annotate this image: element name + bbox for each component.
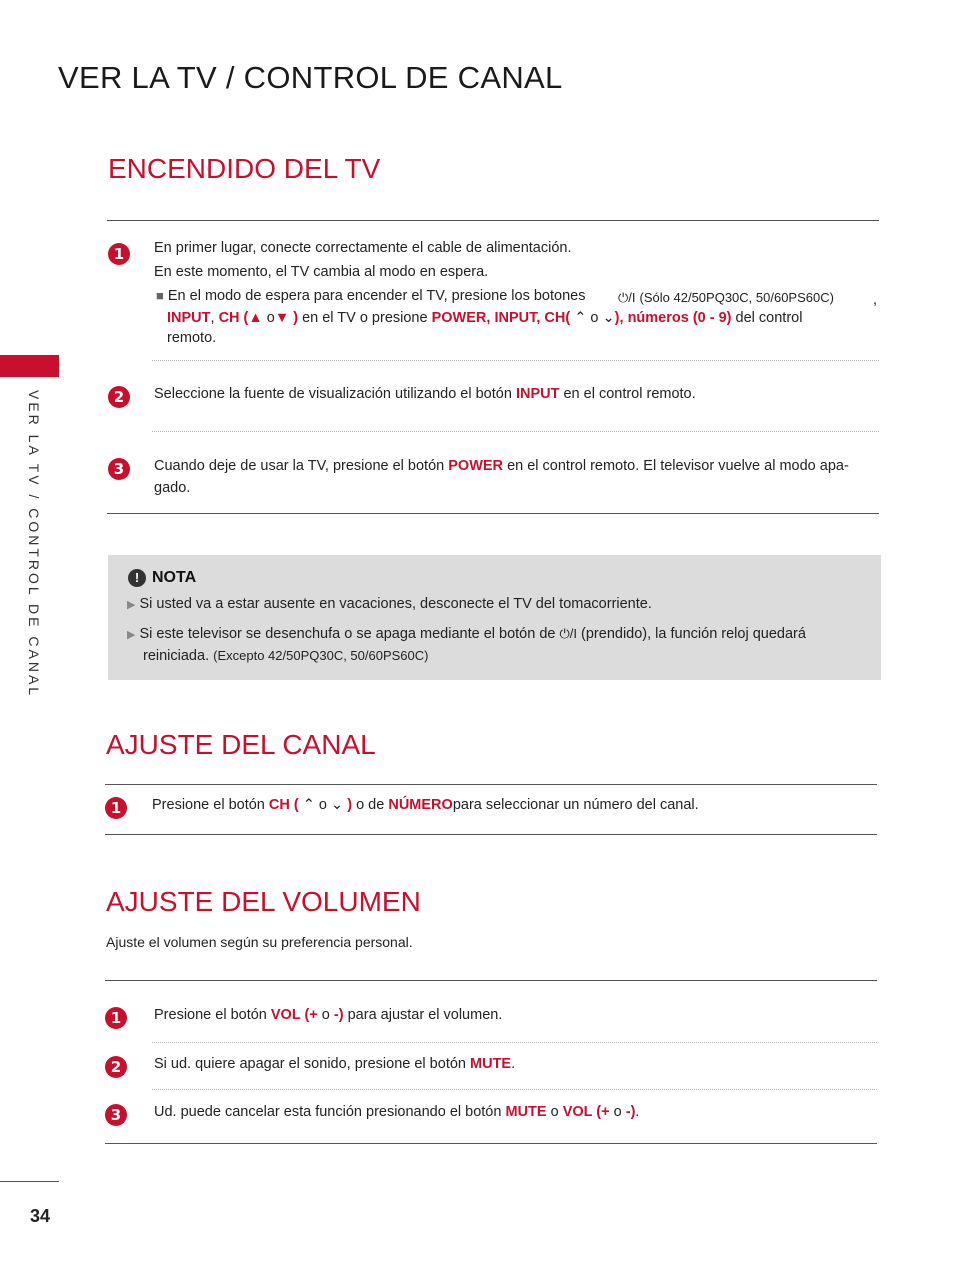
minus-label: -) — [625, 1104, 636, 1120]
volumen-step3-text — [154, 1104, 639, 1120]
input-label: INPUT — [167, 310, 211, 326]
power-label: POWER — [431, 310, 487, 326]
side-tab-marker — [0, 355, 59, 377]
arrow-icon: ▶ — [127, 629, 136, 641]
section-rule — [105, 980, 877, 981]
ch-label: CH (▲ — [218, 310, 263, 326]
period: . — [635, 1104, 640, 1120]
canal-pre: Presione el botón — [152, 797, 265, 813]
nota-item2 — [127, 626, 806, 642]
step1-line4: remoto. — [167, 330, 217, 346]
down-icon: ⌄ — [602, 310, 615, 326]
or-text: o — [318, 797, 327, 813]
step1-line3 — [156, 288, 585, 304]
model-note: (Sólo 42/50PQ30C, 50/60PS60C) — [639, 290, 834, 305]
numeros-label: números (0 - 9) — [627, 310, 732, 326]
nota-item1-text: Si usted va a estar ausente en vacaciones, desconecte el TV del tomacorriente. — [139, 596, 652, 612]
vol-step2-pre: Si ud. quiere apagar el sonido, presione el botón — [154, 1056, 466, 1072]
page-number: 34 — [30, 1206, 51, 1226]
vol-step3-pre: Ud. puede cancelar esta función presionando el botón — [154, 1104, 502, 1120]
step-number: 2 — [105, 1056, 127, 1078]
nota-item2-line2-text: reiniciada. — [143, 648, 210, 664]
step1-power-note — [618, 290, 834, 306]
nota-title: NOTA — [152, 569, 197, 586]
ch-end: ) — [347, 797, 353, 813]
end-text: del control — [735, 310, 803, 326]
step2-text — [154, 386, 696, 402]
step3-text — [154, 458, 849, 474]
volumen-step2-text — [154, 1056, 515, 1072]
up-icon: ⌃ — [302, 797, 315, 813]
up-icon: ⌃ — [574, 310, 587, 326]
mute-label: MUTE — [505, 1104, 547, 1120]
canal-post: para seleccionar un número del canal. — [452, 797, 699, 813]
step2-post: en el control remoto. — [563, 386, 696, 402]
section-rule — [107, 513, 879, 514]
volumen-step1-text — [154, 1007, 502, 1023]
vol-step1-pre: Presione el botón — [154, 1007, 267, 1023]
canal-mid: o de — [356, 797, 385, 813]
or-text: o — [550, 1104, 559, 1120]
step-number: 1 — [105, 797, 127, 819]
power-icon: ⏻/I — [618, 290, 636, 305]
step-number: 3 — [105, 1104, 127, 1126]
vol-label: VOL (+ — [562, 1104, 610, 1120]
step-number: 2 — [108, 386, 130, 408]
mid-text: en el TV o presione — [302, 310, 428, 326]
nota-item2-note: (Excepto 42/50PQ30C, 50/60PS60C) — [213, 648, 429, 663]
volumen-intro: Ajuste el volumen según su preferencia personal. — [106, 934, 413, 950]
input-label: INPUT — [515, 386, 560, 402]
step3-post: en el control remoto. El televisor vuelve al modo apa- — [507, 458, 849, 474]
dotted-divider — [152, 1089, 877, 1090]
arrow-icon: ▶ — [127, 599, 136, 611]
separator: , — [536, 310, 541, 326]
step2-pre: Seleccione la fuente de visualización utilizando el botón — [154, 386, 512, 402]
vol-label: VOL (+ — [270, 1007, 318, 1023]
dotted-divider — [152, 1042, 877, 1043]
step3-pre: Cuando deje de usar la TV, presione el botón — [154, 458, 445, 474]
period: . — [511, 1056, 516, 1072]
mute-label: MUTE — [470, 1056, 512, 1072]
separator: , — [210, 310, 215, 326]
nota-item2-pre: Si este televisor se desenchufa o se apaga mediante el botón de — [139, 626, 556, 642]
or-text: o — [321, 1007, 330, 1023]
separator: , — [486, 310, 491, 326]
nota-item1 — [127, 596, 652, 612]
step1-line3-text: En el modo de espera para encender el TV, presione los botones — [167, 288, 586, 304]
nota-item2-post: (prendido), la función reloj quedará — [581, 626, 806, 642]
ch-label: CH ( — [268, 797, 299, 813]
section-title-encendido: ENCENDIDO DEL TV — [108, 153, 381, 184]
section-rule — [107, 220, 879, 221]
warning-icon: ! — [128, 569, 146, 587]
step1-buttons-line — [167, 310, 802, 326]
page-title: VER LA TV / CONTROL DE CANAL — [58, 60, 563, 95]
footer-rule — [0, 1181, 59, 1182]
canal-step-text — [152, 797, 699, 813]
step-number: 1 — [108, 243, 130, 265]
nota-item2-line2 — [143, 648, 428, 664]
ch2-end: ), — [614, 310, 624, 326]
dotted-divider — [152, 431, 879, 432]
bullet-icon: ■ — [156, 288, 164, 303]
step3-line2: gado. — [154, 480, 191, 496]
ch2-label: CH( — [544, 310, 571, 326]
or-text: o — [590, 310, 599, 326]
power-label: POWER — [448, 458, 504, 474]
ch-end-label: ▼ ) — [274, 310, 299, 326]
section-rule — [105, 834, 877, 835]
minus-label: -) — [333, 1007, 344, 1023]
vol-step1-post: para ajustar el volumen. — [347, 1007, 503, 1023]
step-number: 1 — [105, 1007, 127, 1029]
down-icon: ⌄ — [331, 797, 344, 813]
step1-line1: En primer lugar, conecte correctamente el cable de alimentación. — [154, 240, 572, 256]
or-text: o — [613, 1104, 622, 1120]
comma: , — [873, 292, 878, 308]
section-title-canal: AJUSTE DEL CANAL — [106, 729, 376, 760]
step-number: 3 — [108, 458, 130, 480]
step1-line2: En este momento, el TV cambia al modo en espera. — [154, 264, 489, 280]
input-label-2: INPUT — [494, 310, 537, 326]
section-rule — [105, 1143, 877, 1144]
section-rule — [105, 784, 877, 785]
or-text: o — [266, 310, 275, 326]
power-icon: ⏻/I — [559, 626, 577, 641]
section-title-volumen: AJUSTE DEL VOLUMEN — [106, 886, 421, 917]
side-tab-label: VER LA TV / CONTROL DE CANAL — [26, 390, 42, 699]
numero-label: NÚMERO — [388, 797, 453, 813]
dotted-divider — [152, 360, 879, 361]
